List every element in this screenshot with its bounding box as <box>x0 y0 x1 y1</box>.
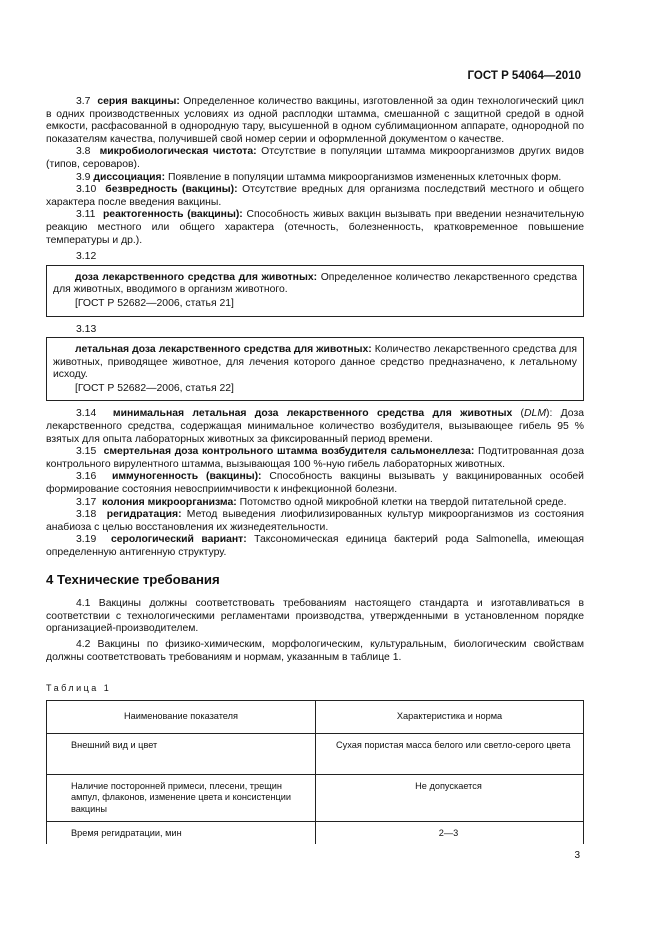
definition-3-11: 3.11 реактогенность (вакцины): Способность живых вакцин вызывать при введении незначительную реакцию местного или общего характера (отечность, болезненность, кратковременное повышение температуры и др.). <box>46 209 584 246</box>
page-number: 3 <box>574 850 580 861</box>
table-header-indicator: Наименование показателя <box>47 700 316 733</box>
table-row <box>47 774 584 821</box>
paragraph-4-2: 4.2 Вакцины по физико-химическим, морфологическим, культуральным, биологическим свойствам должны соответствовать требованиям и нормам, указанным в таблице 1. <box>46 638 584 663</box>
table-header-norm: Характеристика и норма <box>316 700 584 733</box>
standard-code: ГОСТ Р 54064—2010 <box>467 70 581 82</box>
definition-3-9: 3.9 диссоциация: Появление в популяции штамма микроорганизмов измененных клеточных форм. <box>76 171 562 183</box>
requirements-table <box>46 700 584 844</box>
definition-3-8: 3.8 микробиологическая чистота: Отсутствие в популяции штамма микроорганизмов других видов (типов, сероваров). <box>46 146 584 170</box>
definition-3-19: 3.19 серологический вариант: Таксономическая единица бактерий рода Salmonella, имеющая определенную антигенную структуру. <box>46 534 585 558</box>
definition-3-18: 3.18 регидратация: Метод выведения лиофилизированных культур микроорганизмов из состояния анабиоза с целью восстановления их жизнедеятельности. <box>46 509 584 533</box>
table-row <box>47 733 584 774</box>
definition-3-15: 3.15 смертельная доза контрольного штамма возбудителя сальмонеллеза: Подтитрованная доза контрольного вирулентного штамма, вызывающая 100 %-ную гибель лабораторных животных. <box>46 446 584 470</box>
section-4-heading: 4 Технические требования <box>46 571 220 587</box>
definition-3-12-number: 3.12 <box>76 251 97 263</box>
definition-3-12: доза лекарственного средства для животных: Определенное количество лекарственного средства для животных, вводимого в организм животного. <box>53 271 577 296</box>
document-body <box>46 96 584 844</box>
paragraph-4-1: 4.1 Вакцины должны соответствовать требованиям настоящего стандарта и изготавливаться в соответствии с технологическими регламентами производства, утвержденными в установленном порядке организацией-производителем. <box>46 598 584 635</box>
table-header-row <box>47 700 584 733</box>
definition-3-10: 3.10 безвредность (вакцины): Отсутствие вредных для организма последствий местного и общего характера после введения вакцины. <box>46 184 584 208</box>
definition-3-14: 3.14 минимальная летальная доза лекарственного средства для животных (DLM): Доза лекарственного средства, содержащая минимальное количество возбудителя, вызывающее гибель 95 % взятых для опыта лабораторных животных за фиксированный период времени. <box>46 408 585 445</box>
table-row <box>47 821 584 844</box>
definition-3-12-box <box>46 265 584 317</box>
table-cell-indicator: Наличие посторонней примеси, плесени, трещин ампул, флаконов, изменение цвета и консистенции вакцины <box>47 774 316 821</box>
table-cell-indicator: Внешний вид и цвет <box>47 733 316 774</box>
table-cell-norm: Сухая пористая масса белого или светло-серого цвета <box>316 733 584 774</box>
definition-3-13-reference: [ГОСТ Р 52682—2006, статья 22] <box>75 382 234 394</box>
definition-3-13-box <box>46 337 584 401</box>
table-cell-indicator: Время регидратации, мин <box>47 821 316 844</box>
table-cell-norm: Не допускается <box>316 774 584 821</box>
definition-3-12-reference: [ГОСТ Р 52682—2006, статья 21] <box>75 297 234 309</box>
definition-3-13-number: 3.13 <box>76 323 97 335</box>
definition-3-16: 3.16 иммуногенность (вакцины): Способность вакцины вызывать у вакцинированных особей формирование состояния невосприимчивости к инфекционной болезни. <box>46 471 584 496</box>
table-cell-norm: 2—3 <box>316 821 584 844</box>
table-caption: Таблица 1 <box>46 683 112 694</box>
definition-3-13: летальная доза лекарственного средства для животных: Количество лекарственного средства для животных, приводящее животное, для лечения которого данное средство предназначено, к летальному исходу. <box>53 344 577 381</box>
definition-3-17: 3.17 колония микроорганизма: Потомство одной микробной клетки на твердой питательной среде. <box>76 496 567 508</box>
definition-3-7: 3.7 серия вакцины: Определенное количество вакцины, изготовленной за один технологический цикл в одних производственных условиях из одной расплодки штамма, смешанной с защитной средой в одной емкости, расфасованной в однородную тару, высушенной в одном сублимационном аппарате, однородной по показателям качества, получившей свой номер серии и оформленной документом о качестве. <box>46 96 584 145</box>
